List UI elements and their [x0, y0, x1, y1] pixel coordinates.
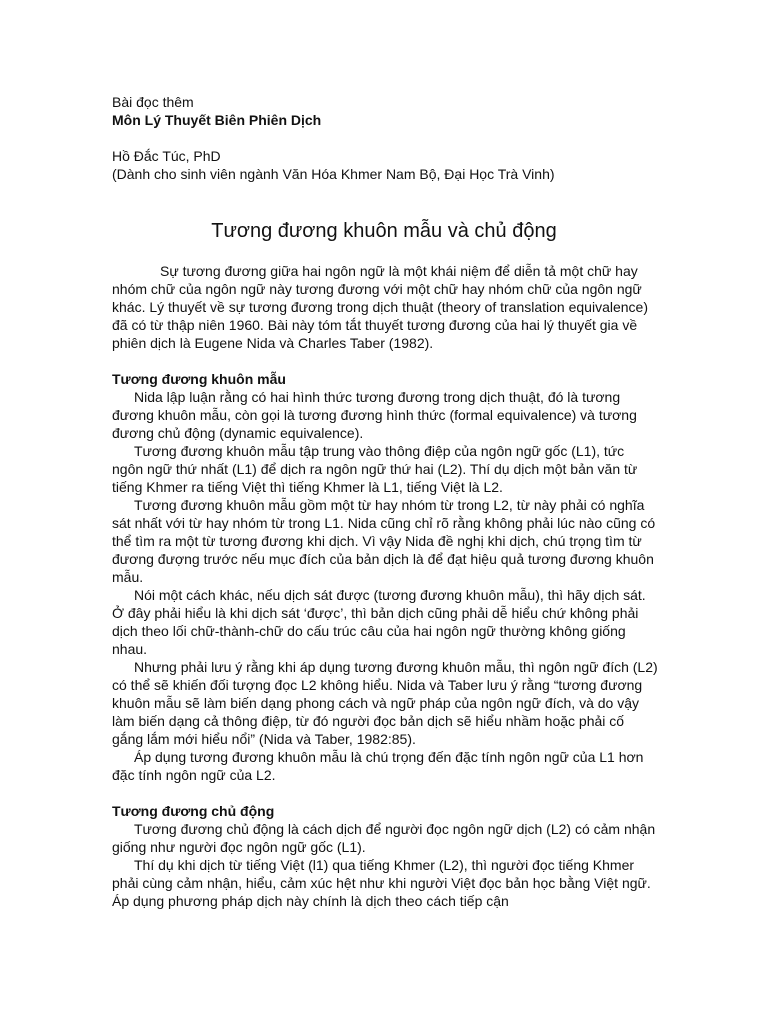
section-heading-dynamic: Tương đương chủ động: [112, 803, 275, 819]
section2-paragraph: Thí dụ khi dịch từ tiếng Việt (l1) qua tiếng Khmer (L2), thì người đọc tiếng Khmer phải cùng cảm nhận, hiểu, cảm xúc hệt như khi người Việt đọc bản học bằng Việt ngữ. Áp dụng phương pháp dịch này chính là dịch theo cách tiếp cận: [112, 857, 651, 909]
section1-paragraph: Tương đương khuôn mẫu tập trung vào thông điệp của ngôn ngữ gốc (L1), tức ngôn ngữ thứ nhất (L1) để dịch ra ngôn ngữ thứ hai (L2). Thí dụ dịch một bản văn từ tiếng Khmer ra tiếng Việt thì tiếng Khmer là L1, tiếng Việt là L2.: [112, 443, 638, 495]
section2-paragraph: Tương đương chủ động là cách dịch để người đọc ngôn ngữ dịch (L2) có cảm nhận giống như người đọc ngôn ngữ gốc (L1).: [112, 821, 656, 855]
section1-paragraph: Nida lập luận rằng có hai hình thức tương đương trong dịch thuật, đó là tương đương khuôn mẫu, còn gọi là tương đương hình thức (formal equivalence) và tương đương chủ động (dynamic equivalence).: [112, 389, 637, 441]
section1-paragraph: Tương đương khuôn mẫu gồm một từ hay nhóm từ trong L2, từ này phải có nghĩa sát nhất với từ hay nhóm từ trong L1. Nida cũng chỉ rõ rằng không phải lúc nào cũng có thể tìm ra một từ tương đương khi dịch. Vì vậy Nida đề nghị khi dịch, chú trọng tìm từ đương đượng trước nếu mục đích của bản dịch là để đạt hiệu quả tương đương khuôn mẫu.: [112, 497, 656, 585]
intro-paragraph: Sự tương đương giữa hai ngôn ngữ là một khái niệm để diễn tả một chữ hay nhóm chữ của ngôn ngữ này tương đương với một chữ hay nhóm chữ của ngôn ngữ khác. Lý thuyết về sự tương đương trong dịch thuật (theory of translation equivalence) đã có từ thập niên 1960. Bài này tóm tắt thuyết tương đương của hai lý thuyết gia về phiên dịch là Eugene Nida và Charles Taber (1982).: [112, 263, 648, 351]
author-block: [112, 147, 732, 183]
author-name: Hồ Đắc Túc, PhD: [112, 148, 221, 164]
section1-paragraph: Nhưng phải lưu ý rằng khi áp dụng tương đương khuôn mẫu, thì ngôn ngữ đích (L2) có thể sẽ khiến đối tượng đọc L2 không hiểu. Nida và Taber lưu ý rằng “tương đương khuôn mẫu sẽ làm biến dạng phong cách và ngữ pháp của ngôn ngữ đích, và do vậy làm biến dạng cả thông điệp, từ đó người đọc bản dịch sẽ hiểu nhầm hoặc phải cố gắng lắm mới hiểu nổi” (Nida và Taber, 1982:85).: [112, 659, 658, 747]
course-name: Môn Lý Thuyết Biên Phiên Dịch: [112, 112, 322, 128]
document-header: [112, 93, 712, 129]
author-audience: (Dành cho sinh viên ngành Văn Hóa Khmer Nam Bộ, Đại Học Trà Vinh): [112, 166, 555, 182]
reading-label: Bài đọc thêm: [112, 94, 194, 110]
article-title: Tương đương khuôn mẫu và chủ động: [211, 220, 557, 242]
section1-paragraph: Nói một cách khác, nếu dịch sát được (tương đương khuôn mẫu), thì hãy dịch sát. Ở đây phải hiểu là khi dịch sát ‘được’, thì bản dịch cũng phải dễ hiểu chứ không phải dịch theo lối chữ-thành-chữ do cấu trúc câu của hai ngôn ngữ thường không giống nhau.: [112, 587, 646, 657]
section-heading-formal: Tương đương khuôn mẫu: [112, 371, 286, 387]
article-body: [112, 262, 658, 910]
section1-paragraph: Áp dụng tương đương khuôn mẫu là chú trọng đến đặc tính ngôn ngữ của L1 hơn đặc tính ngôn ngữ của L2.: [112, 749, 644, 783]
